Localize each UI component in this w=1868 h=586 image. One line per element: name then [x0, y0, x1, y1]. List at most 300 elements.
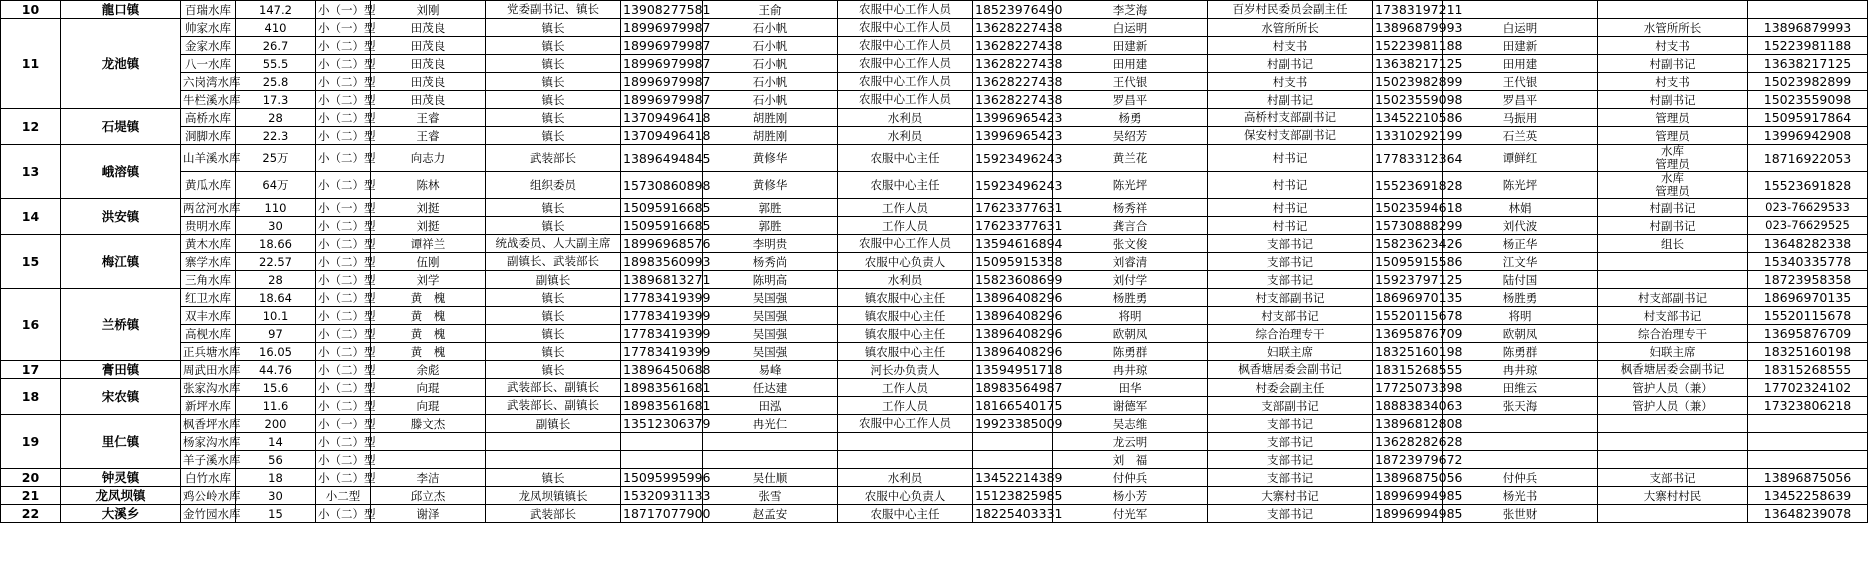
- row-number: 22: [1, 505, 61, 523]
- reservoir-name: 洞脚水库: [181, 127, 236, 145]
- tech-phone: 15823608699: [973, 271, 1053, 289]
- reservoir-name: 周武田水库: [181, 361, 236, 379]
- scale: 小（二）型: [316, 469, 371, 487]
- patrol-phone: 18996994985: [1373, 487, 1443, 505]
- manager-phone: 13896879993: [1748, 19, 1868, 37]
- scale: 小（二）型: [316, 109, 371, 127]
- admin-responsible: 王睿: [371, 109, 486, 127]
- admin-responsible: 王睿: [371, 127, 486, 145]
- scale: 小二型: [316, 487, 371, 505]
- reservoir-name: 金家水库: [181, 37, 236, 55]
- tech-phone: 19923385009: [973, 415, 1053, 433]
- patrol-phone: 13896875056: [1373, 469, 1443, 487]
- manager-phone: 15223981188: [1748, 37, 1868, 55]
- admin-title: 镇长: [486, 73, 621, 91]
- tech-responsible: 杨秀尚: [703, 253, 838, 271]
- admin-responsible: 谢泽: [371, 505, 486, 523]
- patrol-responsible: 冉井琼: [1053, 361, 1208, 379]
- manager-name: 江文华: [1443, 253, 1598, 271]
- manager-name: 陈光坪: [1443, 172, 1598, 199]
- admin-phone: 18996979987: [621, 73, 703, 91]
- manager-title: 管理员: [1598, 109, 1748, 127]
- admin-title: 武装部长: [486, 505, 621, 523]
- patrol-title: 支部书记: [1208, 415, 1373, 433]
- manager-name: 杨正华: [1443, 235, 1598, 253]
- patrol-title: 支部书记: [1208, 469, 1373, 487]
- tech-phone: 13896408296: [973, 343, 1053, 361]
- admin-title: 镇长: [486, 325, 621, 343]
- patrol-phone: 13452210586: [1373, 109, 1443, 127]
- tech-phone: 13896408296: [973, 325, 1053, 343]
- manager-phone: 18716922053: [1748, 145, 1868, 172]
- scale: 小（二）型: [316, 307, 371, 325]
- patrol-phone: 15923797125: [1373, 271, 1443, 289]
- table-row: [1, 361, 1868, 379]
- admin-title: 镇长: [486, 217, 621, 235]
- patrol-responsible: 陈勇群: [1053, 343, 1208, 361]
- manager-name: [1443, 415, 1598, 433]
- table-row: [1, 487, 1868, 505]
- patrol-phone: 15730888299: [1373, 217, 1443, 235]
- manager-title: 管护人员（兼）: [1598, 397, 1748, 415]
- scale: 小（一）型: [316, 199, 371, 217]
- patrol-phone: 17725073398: [1373, 379, 1443, 397]
- manager-title: 管理员: [1598, 127, 1748, 145]
- manager-name: 刘代波: [1443, 217, 1598, 235]
- town-name: 龙池镇: [61, 19, 181, 109]
- manager-title: [1598, 433, 1748, 451]
- admin-responsible: 田茂良: [371, 73, 486, 91]
- patrol-responsible: 杨秀祥: [1053, 199, 1208, 217]
- tech-phone: [973, 433, 1053, 451]
- patrol-phone: 17383197211: [1373, 1, 1443, 19]
- manager-phone: 18315268555: [1748, 361, 1868, 379]
- tech-responsible: 胡胜刚: [703, 109, 838, 127]
- table-row: [1, 199, 1868, 217]
- admin-responsible: 刘挺: [371, 217, 486, 235]
- table-row: [1, 235, 1868, 253]
- admin-responsible: [371, 451, 486, 469]
- capacity: 18.66: [236, 235, 316, 253]
- tech-responsible: 李明贵: [703, 235, 838, 253]
- tech-responsible: 吴国强: [703, 307, 838, 325]
- tech-phone: 17623377631: [973, 199, 1053, 217]
- admin-title: 镇长: [486, 109, 621, 127]
- town-name: 大溪乡: [61, 505, 181, 523]
- tech-phone: 13896408296: [973, 307, 1053, 325]
- table-row: [1, 415, 1868, 433]
- tech-responsible: [703, 433, 838, 451]
- table-row: [1, 307, 1868, 325]
- row-number: 14: [1, 199, 61, 235]
- tech-responsible: 石小帆: [703, 73, 838, 91]
- capacity: 55.5: [236, 55, 316, 73]
- admin-title: 副镇长: [486, 415, 621, 433]
- patrol-title: 村委会副主任: [1208, 379, 1373, 397]
- patrol-title: 村支部副书记: [1208, 289, 1373, 307]
- admin-phone: 17783419399: [621, 325, 703, 343]
- scale: 小（二）型: [316, 271, 371, 289]
- capacity: 17.3: [236, 91, 316, 109]
- manager-name: 张世财: [1443, 505, 1598, 523]
- manager-name: 白运明: [1443, 19, 1598, 37]
- patrol-title: 枫香塘居委会副书记: [1208, 361, 1373, 379]
- manager-title: 大寨村村民: [1598, 487, 1748, 505]
- patrol-phone: 17783312364: [1373, 145, 1443, 172]
- admin-phone: 13908277581: [621, 1, 703, 19]
- tech-responsible: 冉光仁: [703, 415, 838, 433]
- patrol-responsible: 罗昌平: [1053, 91, 1208, 109]
- capacity: 25万: [236, 145, 316, 172]
- admin-title: 镇长: [486, 289, 621, 307]
- admin-title: 统战委员、人大副主席: [486, 235, 621, 253]
- scale: 小（二）型: [316, 361, 371, 379]
- patrol-responsible: 田华: [1053, 379, 1208, 397]
- table-row: [1, 271, 1868, 289]
- patrol-responsible: 李芝海: [1053, 1, 1208, 19]
- tech-phone: 13896408296: [973, 289, 1053, 307]
- capacity: 18: [236, 469, 316, 487]
- manager-title: 水库 管理员: [1598, 145, 1748, 172]
- scale: 小（二）型: [316, 325, 371, 343]
- table-row: [1, 172, 1868, 199]
- scale: 小（一）型: [316, 415, 371, 433]
- tech-phone: [973, 451, 1053, 469]
- reservoir-name: 山羊溪水库: [181, 145, 236, 172]
- tech-phone: 15123825985: [973, 487, 1053, 505]
- manager-name: 陆付国: [1443, 271, 1598, 289]
- manager-phone: 17702324102: [1748, 379, 1868, 397]
- manager-phone: 13638217125: [1748, 55, 1868, 73]
- tech-title: 农服中心工作人员: [838, 19, 973, 37]
- capacity: 56: [236, 451, 316, 469]
- manager-name: 谭鲜红: [1443, 145, 1598, 172]
- manager-title: [1598, 505, 1748, 523]
- tech-title: 镇农服中心主任: [838, 325, 973, 343]
- manager-title: 村副书记: [1598, 217, 1748, 235]
- admin-phone: 13896450688: [621, 361, 703, 379]
- table-row: [1, 1, 1868, 19]
- manager-title: [1598, 271, 1748, 289]
- manager-title: 村副书记: [1598, 55, 1748, 73]
- patrol-responsible: 欧朝凤: [1053, 325, 1208, 343]
- patrol-phone: 15095915586: [1373, 253, 1443, 271]
- tech-responsible: 吴国强: [703, 289, 838, 307]
- tech-responsible: 石小帆: [703, 19, 838, 37]
- admin-responsible: 谭祥兰: [371, 235, 486, 253]
- patrol-phone: 18696970135: [1373, 289, 1443, 307]
- patrol-phone: 13896879993: [1373, 19, 1443, 37]
- patrol-phone: 15023559098: [1373, 91, 1443, 109]
- patrol-responsible: 王代银: [1053, 73, 1208, 91]
- tech-title: 农服中心主任: [838, 145, 973, 172]
- manager-name: 欧朝凤: [1443, 325, 1598, 343]
- patrol-title: 支部书记: [1208, 271, 1373, 289]
- admin-phone: 13709496418: [621, 127, 703, 145]
- admin-phone: 18996979987: [621, 19, 703, 37]
- manager-name: 田维云: [1443, 379, 1598, 397]
- manager-phone: 15023982899: [1748, 73, 1868, 91]
- tech-phone: 13594616894: [973, 235, 1053, 253]
- row-number: 17: [1, 361, 61, 379]
- patrol-responsible: 吴志维: [1053, 415, 1208, 433]
- manager-title: 水库 管理员: [1598, 172, 1748, 199]
- admin-title: 武装部长、副镇长: [486, 397, 621, 415]
- admin-title: 镇长: [486, 343, 621, 361]
- tech-title: 水利员: [838, 469, 973, 487]
- patrol-title: 大寨村书记: [1208, 487, 1373, 505]
- admin-title: 镇长: [486, 307, 621, 325]
- patrol-phone: 13695876709: [1373, 325, 1443, 343]
- tech-phone: 15923496243: [973, 172, 1053, 199]
- scale: 小（二）型: [316, 235, 371, 253]
- manager-phone: 13996942908: [1748, 127, 1868, 145]
- reservoir-name: 两岔河水库: [181, 199, 236, 217]
- tech-responsible: 石小帆: [703, 37, 838, 55]
- admin-responsible: 李洁: [371, 469, 486, 487]
- tech-title: 农服中心工作人员: [838, 1, 973, 19]
- manager-name: 冉井琼: [1443, 361, 1598, 379]
- tech-title: 水利员: [838, 271, 973, 289]
- town-name: 洪安镇: [61, 199, 181, 235]
- manager-title: 水管所所长: [1598, 19, 1748, 37]
- table-row: [1, 217, 1868, 235]
- scale: 小（二）型: [316, 73, 371, 91]
- manager-name: [1443, 433, 1598, 451]
- admin-responsible: 刘挺: [371, 199, 486, 217]
- tech-phone: 13996965423: [973, 109, 1053, 127]
- tech-title: 工作人员: [838, 397, 973, 415]
- admin-title: 党委副书记、镇长: [486, 1, 621, 19]
- manager-name: [1443, 451, 1598, 469]
- tech-title: 水利员: [838, 127, 973, 145]
- admin-responsible: 田茂良: [371, 37, 486, 55]
- manager-title: 村支书: [1598, 73, 1748, 91]
- patrol-responsible: 付仲兵: [1053, 469, 1208, 487]
- capacity: 26.7: [236, 37, 316, 55]
- patrol-title: 保安村支部副书记: [1208, 127, 1373, 145]
- tech-responsible: 黄修华: [703, 172, 838, 199]
- capacity: 22.3: [236, 127, 316, 145]
- capacity: 64万: [236, 172, 316, 199]
- tech-responsible: 吴仕顺: [703, 469, 838, 487]
- patrol-responsible: 龚言合: [1053, 217, 1208, 235]
- capacity: 44.76: [236, 361, 316, 379]
- manager-title: 村副书记: [1598, 91, 1748, 109]
- table-row: [1, 397, 1868, 415]
- admin-phone: 18717077900: [621, 505, 703, 523]
- manager-name: 石兰英: [1443, 127, 1598, 145]
- patrol-phone: 15023982899: [1373, 73, 1443, 91]
- row-number: 10: [1, 1, 61, 19]
- manager-name: 杨胜勇: [1443, 289, 1598, 307]
- capacity: 14: [236, 433, 316, 451]
- scale: 小（二）型: [316, 505, 371, 523]
- tech-phone: 13628227438: [973, 91, 1053, 109]
- patrol-responsible: 张文俊: [1053, 235, 1208, 253]
- tech-responsible: 陈明高: [703, 271, 838, 289]
- admin-phone: 13709496418: [621, 109, 703, 127]
- admin-phone: 17783419399: [621, 289, 703, 307]
- reservoir-name: 鸡公岭水库: [181, 487, 236, 505]
- patrol-responsible: 杨勇: [1053, 109, 1208, 127]
- reservoir-name: 寨学水库: [181, 253, 236, 271]
- tech-phone: 17623377631: [973, 217, 1053, 235]
- manager-title: 综合治理专干: [1598, 325, 1748, 343]
- reservoir-name: 百瑞水库: [181, 1, 236, 19]
- table-row: [1, 145, 1868, 172]
- manager-phone: [1748, 1, 1868, 19]
- reservoir-name: 正兵塘水库: [181, 343, 236, 361]
- manager-phone: 15340335778: [1748, 253, 1868, 271]
- row-number: 20: [1, 469, 61, 487]
- manager-name: 王代银: [1443, 73, 1598, 91]
- admin-phone: 17783419399: [621, 343, 703, 361]
- tech-phone: 13628227438: [973, 73, 1053, 91]
- tech-responsible: 郭胜: [703, 217, 838, 235]
- admin-phone: 15095995996: [621, 469, 703, 487]
- tech-responsible: 张雪: [703, 487, 838, 505]
- scale: 小（二）型: [316, 37, 371, 55]
- tech-responsible: 石小帆: [703, 55, 838, 73]
- tech-phone: 18166540175: [973, 397, 1053, 415]
- reservoir-name: 高桥水库: [181, 109, 236, 127]
- tech-title: 河长办负责人: [838, 361, 973, 379]
- reservoir-name: 金竹园水库: [181, 505, 236, 523]
- patrol-phone: 18325160198: [1373, 343, 1443, 361]
- manager-phone: 15520115678: [1748, 307, 1868, 325]
- manager-title: 管护人员（兼）: [1598, 379, 1748, 397]
- manager-phone: 023-76629525: [1748, 217, 1868, 235]
- patrol-responsible: 杨小芳: [1053, 487, 1208, 505]
- tech-title: 工作人员: [838, 379, 973, 397]
- row-number: 18: [1, 379, 61, 415]
- tech-title: [838, 433, 973, 451]
- manager-phone: 15523691828: [1748, 172, 1868, 199]
- patrol-title: 综合治理专干: [1208, 325, 1373, 343]
- patrol-phone: 13638217125: [1373, 55, 1443, 73]
- reservoir-name: 黄木水库: [181, 235, 236, 253]
- scale: 小（一）型: [316, 1, 371, 19]
- admin-responsible: 滕文杰: [371, 415, 486, 433]
- patrol-responsible: 陈光坪: [1053, 172, 1208, 199]
- manager-title: [1598, 253, 1748, 271]
- admin-title: 镇长: [486, 199, 621, 217]
- tech-phone: 13594951718: [973, 361, 1053, 379]
- patrol-title: 村书记: [1208, 199, 1373, 217]
- patrol-responsible: 刘付学: [1053, 271, 1208, 289]
- patrol-phone: 13310292199: [1373, 127, 1443, 145]
- tech-responsible: 吴国强: [703, 343, 838, 361]
- patrol-title: 村书记: [1208, 217, 1373, 235]
- tech-phone: 13996965423: [973, 127, 1053, 145]
- patrol-title: 百岁村民委员会副主任: [1208, 1, 1373, 19]
- admin-responsible: 余彪: [371, 361, 486, 379]
- capacity: 22.57: [236, 253, 316, 271]
- tech-responsible: 王俞: [703, 1, 838, 19]
- tech-phone: 15923496243: [973, 145, 1053, 172]
- admin-title: 镇长: [486, 37, 621, 55]
- patrol-phone: 15023594618: [1373, 199, 1443, 217]
- tech-title: 镇农服中心主任: [838, 343, 973, 361]
- tech-title: 农服中心工作人员: [838, 91, 973, 109]
- admin-title: 副镇长: [486, 271, 621, 289]
- manager-title: 村支书: [1598, 37, 1748, 55]
- manager-name: 马振用: [1443, 109, 1598, 127]
- town-name: 梅江镇: [61, 235, 181, 289]
- scale: 小（二）型: [316, 433, 371, 451]
- admin-title: 镇长: [486, 55, 621, 73]
- admin-title: [486, 451, 621, 469]
- patrol-responsible: 刘 福: [1053, 451, 1208, 469]
- tech-phone: 18225403331: [973, 505, 1053, 523]
- table-row: [1, 433, 1868, 451]
- manager-name: [1443, 1, 1598, 19]
- tech-title: 农服中心主任: [838, 505, 973, 523]
- town-name: 膏田镇: [61, 361, 181, 379]
- manager-phone: [1748, 415, 1868, 433]
- manager-name: 陈勇群: [1443, 343, 1598, 361]
- manager-title: 妇联主席: [1598, 343, 1748, 361]
- patrol-title: 支部副书记: [1208, 397, 1373, 415]
- manager-phone: 18325160198: [1748, 343, 1868, 361]
- manager-name: 田用建: [1443, 55, 1598, 73]
- manager-title: 支部书记: [1598, 469, 1748, 487]
- table-row: [1, 379, 1868, 397]
- reservoir-name: 羊子溪水库: [181, 451, 236, 469]
- tech-phone: 18983564987: [973, 379, 1053, 397]
- capacity: 30: [236, 217, 316, 235]
- table-row: [1, 73, 1868, 91]
- admin-phone: 15095916685: [621, 199, 703, 217]
- admin-phone: 13896494845: [621, 145, 703, 172]
- patrol-phone: 18315268555: [1373, 361, 1443, 379]
- town-name: 峨溶镇: [61, 145, 181, 199]
- table-row: [1, 253, 1868, 271]
- patrol-phone: 15523691828: [1373, 172, 1443, 199]
- tech-title: 农服中心工作人员: [838, 37, 973, 55]
- table-row: [1, 343, 1868, 361]
- reservoir-name: 贵明水库: [181, 217, 236, 235]
- table-row: [1, 451, 1868, 469]
- row-number: 11: [1, 19, 61, 109]
- admin-responsible: 伍刚: [371, 253, 486, 271]
- town-name: 龍口镇: [61, 1, 181, 19]
- admin-title: 镇长: [486, 361, 621, 379]
- admin-phone: 15095916685: [621, 217, 703, 235]
- tech-responsible: 吴国强: [703, 325, 838, 343]
- capacity: 30: [236, 487, 316, 505]
- manager-name: 付仲兵: [1443, 469, 1598, 487]
- patrol-title: 村支书: [1208, 73, 1373, 91]
- table-row: [1, 505, 1868, 523]
- tech-responsible: 石小帆: [703, 91, 838, 109]
- tech-title: [838, 451, 973, 469]
- scale: 小（二）型: [316, 55, 371, 73]
- admin-title: 武装部长: [486, 145, 621, 172]
- capacity: 97: [236, 325, 316, 343]
- tech-title: 农服中心工作人员: [838, 235, 973, 253]
- table-row: [1, 55, 1868, 73]
- capacity: 15.6: [236, 379, 316, 397]
- manager-phone: [1748, 451, 1868, 469]
- row-number: 16: [1, 289, 61, 361]
- capacity: 200: [236, 415, 316, 433]
- reservoir-name: 新坪水库: [181, 397, 236, 415]
- manager-phone: 023-76629533: [1748, 199, 1868, 217]
- table-row: [1, 127, 1868, 145]
- reservoir-name: 黄瓜水库: [181, 172, 236, 199]
